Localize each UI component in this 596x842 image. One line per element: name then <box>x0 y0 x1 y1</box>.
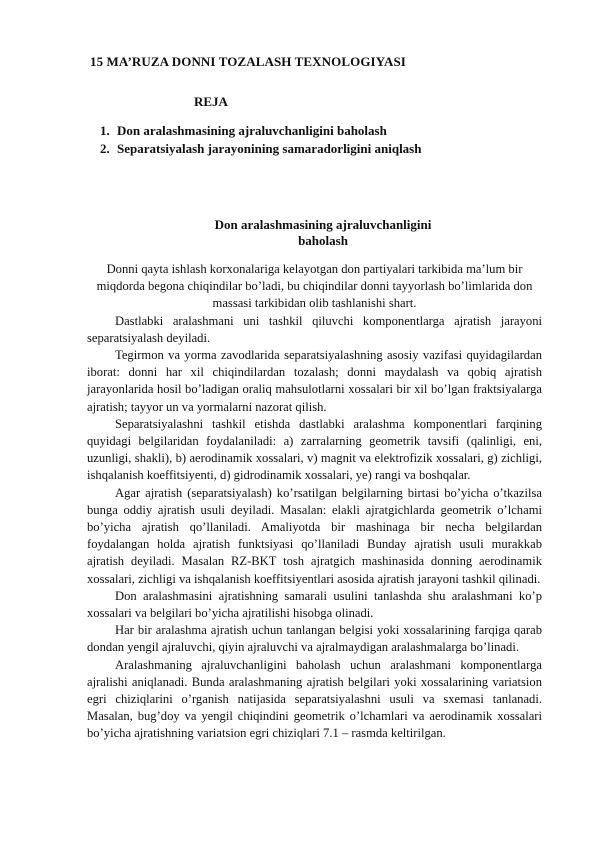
plan-item <box>100 122 421 140</box>
paragraph: Donni qayta ishlash korxonalariga kelayotgan don partiyalari tarkibida ma’lum bir miqdorda begona chiqindilar bo’ladi, bu chiqindilar donni tayyorlash bo’limlarida don massasi tarkibidan olib tashlanishi shart. <box>96 262 533 311</box>
section-heading-line: baholash <box>298 233 348 248</box>
lecture-title: 15 MA’RUZA DONNI TOZALASH TEXNOLOGIYASI <box>90 54 406 69</box>
plan-item <box>100 140 421 158</box>
plan-item-number: 1. <box>100 123 110 138</box>
plan-heading: REJA <box>194 94 228 109</box>
section-heading <box>0 217 596 249</box>
plan-item-number: 2. <box>100 141 110 156</box>
paragraph: Aralashmaning ajraluvchanligini baholash uchun aralashmani komponentlarga ajralishi aniqlanadi. Bunda aralashmaning ajratish belgilari yoki xossalarining variatsion egri chiziqlarini o’rganish natijasida separatsiyalashni usuli va sxemasi tanlanadi. Masalan, bug’doy va yengil chiqindini geometrik o’lchamlari va aerodinamik xossalari bo’yicha ajratishning variatsion egri chiziqlari 7.1 – rasmda keltirilgan. <box>87 657 542 741</box>
plan-list <box>100 122 421 158</box>
paragraph: Dastlabki aralashmani uni tashkil qiluvchi komponentlarga ajratish jarayoni separatsiyalash deyiladi. <box>87 313 542 345</box>
paragraph: Separatsiyalashni tashkil etishda dastlabki aralashma komponentlari farqining quyidagi belgilaridan foydalaniladi: a) zarralarning geometrik tavsifi (qalinligi, eni, uzunligi, shakli), b) aerodinamik xossalari, v) magnit va elektrofizik xossalari, g) zichligi, ishqalanish koeffitsiyenti, d) gidrodinamik xossalari, ye) rangi va boshqalar. <box>87 416 542 483</box>
paragraph: Har bir aralashma ajratish uchun tanlangan belgisi yoki xossalarining farqiga qarab dondan yengil ajraluvchi, qiyin ajraluvchi va ajralmaydigan aralashmalarga bo’linadi. <box>87 623 542 655</box>
section-heading-line: Don aralashmasining ajraluvchanligini <box>214 217 432 232</box>
paragraph: Don aralashmasini ajratishning samarali usulini tanlashda shu aralashmani ko’p xossalari va belgilari bo’yicha ajratilishi hisobga olinadi. <box>87 588 542 621</box>
paragraph: Agar ajratish (separatsiyalash) ko’rsatilgan belgilarning birtasi bo’yicha o’tkazilsa bunga oddiy ajratish usuli deyiladi. Masalan: elakli ajratgichlarda geometrik o’lchami bo’yicha ajratish qo’llaniladi. Amaliyotda bir mashinaga bir necha belgilardan foydalangan holda ajratish funktsiyasi qo’llaniladi Bunday ajratish usuli murakkab ajratish deyiladi. Masalan RZ-BKT tosh ajratgich mashinasida donning aerodinamik xossalari, zichligi va ishqalanish koeffitsiyentlari asosida ajratish jarayoni tashkil qilinadi. <box>87 485 542 586</box>
paragraph: Tegirmon va yorma zavodlarida separatsiyalashning asosiy vazifasi quyidagilardan iborat: donni har xil chiqindilardan tozalash; donni maydalash va qobiq ajratish jarayonlarida hosil bo’ladigan oraliq mahsulotlarni xossalari bir xil bo’lgan fraktsiyalarga ajratish; tayyor un va yormalarni nazorat qilish. <box>87 348 542 414</box>
body-text <box>87 261 542 743</box>
plan-item-text: Separatsiyalash jarayonining samaradorligini aniqlash <box>117 141 422 156</box>
plan-item-text: Don aralashmasining ajraluvchanligini baholash <box>117 123 387 138</box>
